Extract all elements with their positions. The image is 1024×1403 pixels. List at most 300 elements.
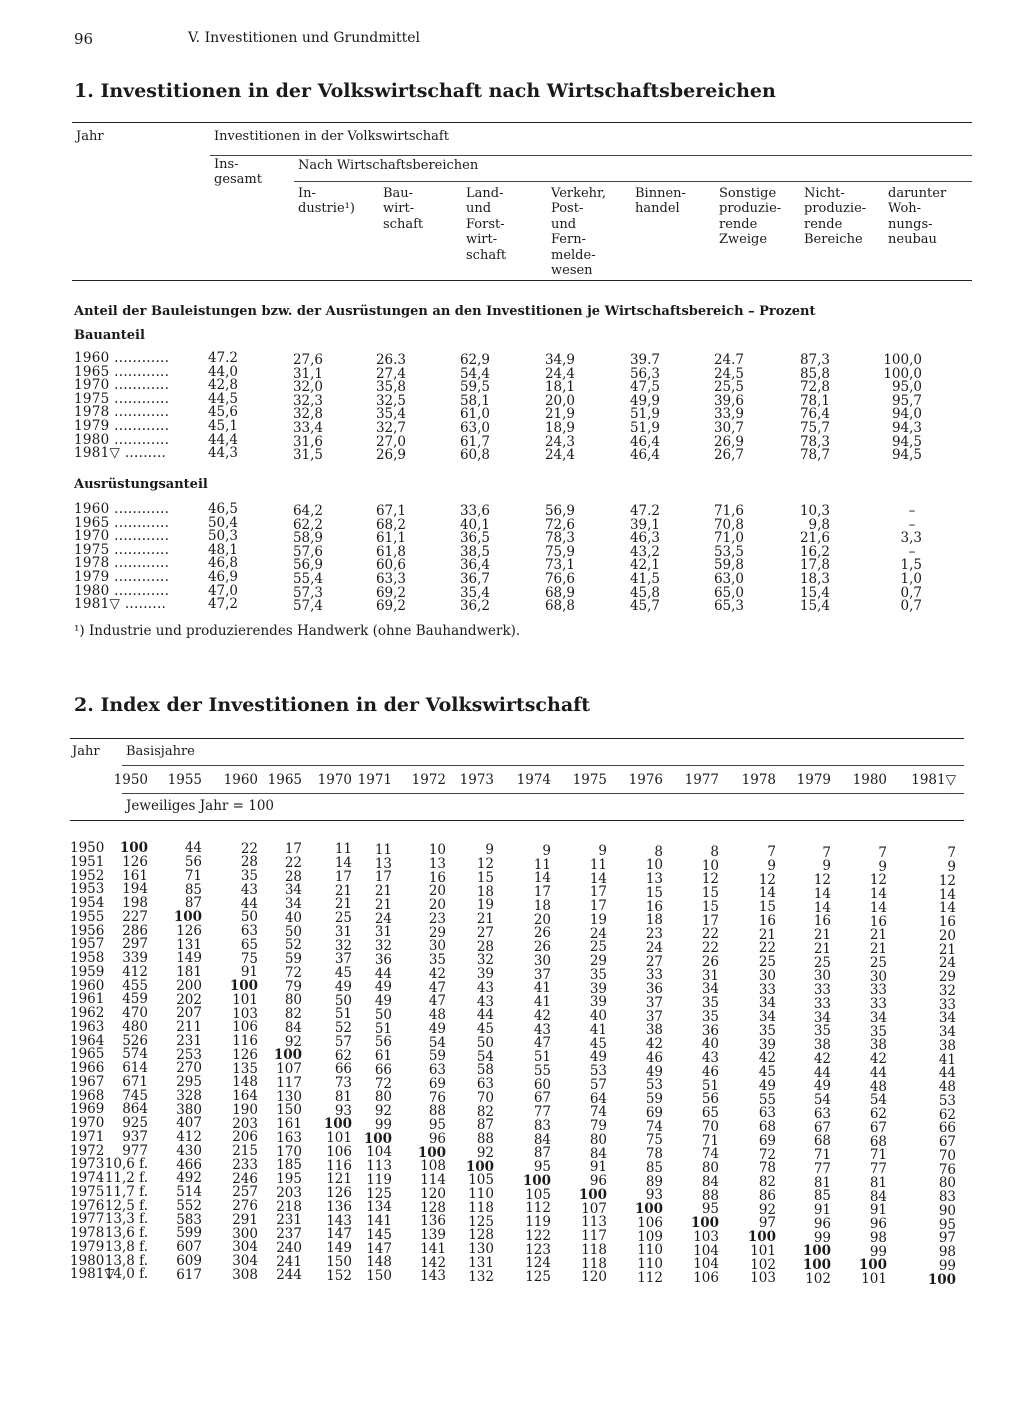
table2-cell: 246 — [232, 1170, 258, 1187]
table1-cell: 71,6 — [713, 503, 744, 519]
table2-cell: 34 — [284, 896, 302, 913]
table2-cell: 28 — [284, 868, 302, 885]
table1-cell: 78,3 — [544, 530, 575, 547]
table2-cell: 8 — [654, 843, 663, 860]
table1-col-head: Sonstige produzie- rende Zweige — [719, 186, 782, 248]
table1-cell: 35,4 — [459, 584, 490, 601]
table2-cell: 69 — [428, 1075, 446, 1092]
table2-cell: 34 — [284, 882, 302, 899]
table2-cell: 37 — [533, 966, 551, 983]
table1-subgroup-rule — [294, 181, 972, 182]
table2-cell: 61 — [374, 1048, 392, 1064]
table2-cell: 106 — [637, 1214, 663, 1231]
table2-base-year-header: 1960 — [223, 772, 258, 788]
table2-cell: 92 — [758, 1201, 776, 1218]
table2-cell: 25 — [813, 954, 831, 971]
table2-title: 2. Index der Investitionen in der Volkswirtschaft — [74, 694, 591, 716]
table2-row-year: 1961 — [70, 991, 105, 1008]
table2-row-year: 1976 — [70, 1197, 105, 1214]
table2-cell: 16 — [758, 912, 776, 929]
table2-row-year: 1974 — [70, 1170, 105, 1186]
table2-cell: 72 — [374, 1075, 392, 1092]
table2-cell: 76 — [938, 1161, 956, 1178]
table2-cell: 103 — [750, 1270, 776, 1287]
table2-cell: 39 — [476, 966, 494, 983]
table1-row-year: 1975 ............ — [74, 541, 170, 558]
table2-cell: 671 — [122, 1073, 148, 1090]
table2-cell: 161 — [122, 867, 148, 884]
table2-cell: 96 — [813, 1215, 831, 1232]
table2-cell: 20 — [533, 911, 551, 928]
table2-cell: 257 — [232, 1184, 258, 1201]
table2-cell: 136 — [420, 1213, 446, 1230]
table2-cell: 95 — [701, 1201, 719, 1218]
table2-cell: 150 — [276, 1102, 302, 1119]
table2-cell: 79 — [589, 1118, 607, 1135]
table1-cell: 58,1 — [459, 392, 490, 409]
table1-cell: 50,3 — [207, 528, 238, 545]
table2-cell: 99 — [813, 1229, 831, 1246]
table1-cell: 39.7 — [629, 352, 660, 368]
table2-cell: 20 — [938, 927, 956, 944]
table2-cell: 99 — [938, 1257, 956, 1274]
table2-cell: 18 — [533, 897, 551, 914]
table2-cell: 44 — [184, 840, 202, 857]
table2-cell: 231 — [176, 1032, 202, 1049]
table2-cell: 27 — [476, 924, 494, 941]
table2-cell: 120 — [581, 1269, 607, 1286]
table2-cell: 22 — [240, 840, 258, 857]
table1-cell: 61,7 — [459, 433, 490, 450]
table1-cell: 72,8 — [799, 379, 830, 396]
table1-cell: 26.3 — [375, 352, 406, 368]
table2-cell: 53 — [589, 1063, 607, 1080]
table2-cell: 125 — [366, 1185, 392, 1202]
table2-cell: 12 — [701, 871, 719, 888]
table1-cell: 27,4 — [375, 365, 406, 382]
table2-row-year: 1962 — [70, 1005, 105, 1021]
table2-cell: 49 — [758, 1077, 776, 1094]
table2-cell: 75 — [645, 1132, 663, 1149]
table2-base-year-header: 1978 — [741, 772, 776, 788]
table2-cell: 23 — [645, 926, 663, 942]
table1-cell: 85,8 — [799, 365, 830, 382]
table2-cell: 65 — [701, 1105, 719, 1122]
table2-cell: 56 — [184, 854, 202, 871]
table2-cell: 118 — [581, 1255, 607, 1272]
table2-cell: 492 — [176, 1170, 202, 1187]
table1-cell: 1,0 — [900, 571, 922, 587]
table2-row-year: 1965 — [70, 1046, 105, 1063]
table1-cell: 46,3 — [629, 530, 660, 547]
table1-cell: 53,5 — [713, 543, 744, 560]
table2-cell: 13 — [645, 871, 663, 887]
table2-cell: 121 — [326, 1171, 352, 1188]
table1-header-rule — [72, 280, 972, 281]
table2-cell: 82 — [758, 1174, 776, 1191]
table2-cell: 68 — [869, 1133, 887, 1150]
table2-cell: 59 — [428, 1048, 446, 1065]
table2-cell: 46 — [645, 1049, 663, 1066]
table1-cell: 58,9 — [292, 530, 323, 547]
table1-cell: 63,0 — [459, 420, 490, 436]
table2-cell: 100 — [119, 840, 148, 856]
table2-cell: 218 — [276, 1198, 302, 1215]
table2-cell: 38 — [813, 1037, 831, 1054]
table2-cell: 75 — [240, 950, 258, 967]
table2-row-year: 1977 — [70, 1211, 105, 1228]
table2-cell: 99 — [869, 1243, 887, 1260]
table2-cell: 16 — [428, 869, 446, 886]
table1-cell: 42,8 — [207, 377, 238, 394]
table2-cell: 98 — [938, 1244, 956, 1260]
table2-years-rule — [122, 793, 964, 794]
table1-cell: 30,7 — [713, 420, 744, 436]
table2-cell: 116 — [326, 1157, 352, 1174]
table2-cell: 11 — [533, 856, 551, 873]
table1-cell: – — [908, 516, 916, 533]
table2-cell: 44 — [813, 1064, 831, 1081]
table2-cell: 190 — [232, 1101, 258, 1118]
table2-cell: 148 — [366, 1254, 392, 1271]
table1-cell: 32,3 — [292, 392, 323, 409]
table2-cell: 150 — [326, 1253, 352, 1270]
table2-cell: 11 — [374, 841, 392, 858]
table2-cell: 937 — [122, 1128, 148, 1145]
table2-cell: 7 — [822, 844, 831, 861]
table1-cell: 31,6 — [292, 433, 323, 450]
table2-cell: 109 — [637, 1228, 663, 1245]
table2-cell: 253 — [176, 1046, 202, 1063]
table2-cell: 56 — [701, 1091, 719, 1108]
table2-cell: 57 — [334, 1033, 352, 1050]
table2-cell: 92 — [374, 1103, 392, 1119]
table1-cell: 39,1 — [629, 516, 660, 533]
table2-cell: 100 — [858, 1257, 887, 1274]
table2-cell: 14 — [813, 885, 831, 902]
table2-cell: 84 — [284, 1019, 302, 1036]
table2-cell: 21 — [374, 883, 392, 899]
table2-cell: 50 — [476, 1034, 494, 1051]
table2-cell: 412 — [122, 963, 148, 980]
table2-cell: 617 — [176, 1266, 202, 1283]
table2-row-year: 1955 — [70, 908, 105, 925]
table2-cell: 100 — [323, 1116, 352, 1133]
table2-cell: 63 — [813, 1105, 831, 1122]
table1-cell: 75,7 — [799, 420, 830, 436]
chapter-title: V. Investitionen und Grundmittel — [188, 30, 420, 46]
table2-cell: 30 — [869, 968, 887, 985]
table2-cell: 13,8 f. — [104, 1238, 148, 1255]
table2-cell: 50 — [374, 1006, 392, 1023]
table2-cell: 37 — [645, 994, 663, 1011]
table2-cell: 15 — [758, 899, 776, 916]
table2-cell: 21 — [374, 896, 392, 913]
table1-cell: 51,9 — [629, 420, 660, 436]
table1-cell: 24,3 — [544, 433, 575, 450]
table2-cell: 71 — [184, 867, 202, 884]
table2-cell: 122 — [525, 1227, 551, 1244]
table1-row-year: 1970 ............ — [74, 377, 170, 394]
table1-cell: 57,3 — [292, 584, 323, 601]
table1-cell: 94,3 — [891, 420, 922, 436]
table1-cell: 36,4 — [459, 557, 490, 574]
table1-cell: 56,9 — [292, 557, 323, 574]
table2-cell: 30 — [533, 952, 551, 969]
table2-cell: 95 — [938, 1216, 956, 1233]
table2-cell: 864 — [122, 1101, 148, 1118]
table1-cell: 18,3 — [799, 571, 830, 587]
table2-cell: 116 — [232, 1033, 258, 1050]
table2-cell: 77 — [533, 1104, 551, 1121]
table1-row-year: 1978 ............ — [74, 404, 170, 421]
table2-cell: 49 — [589, 1049, 607, 1066]
table1-col-group: Investitionen in der Volkswirtschaft — [214, 129, 449, 144]
table1-cell: 21,9 — [544, 406, 575, 423]
table2-row-year: 1978 — [70, 1225, 105, 1241]
table2-cell: 39 — [589, 994, 607, 1011]
table2-cell: 74 — [701, 1146, 719, 1163]
table2-cell: 126 — [232, 1046, 258, 1063]
table2-cell: 34 — [813, 1009, 831, 1026]
table2-cell: 106 — [232, 1019, 258, 1036]
table2-cell: 43 — [476, 979, 494, 996]
table1-cell: 56,9 — [544, 503, 575, 519]
table2-cell: 14 — [869, 899, 887, 916]
table1-cell: 32,5 — [375, 392, 406, 409]
table2-cell: 60 — [533, 1076, 551, 1093]
table2-cell: 16 — [869, 913, 887, 930]
table2-cell: 30 — [758, 967, 776, 984]
table1-group-rule — [210, 155, 972, 156]
table2-cell: 35 — [701, 995, 719, 1012]
table2-cell: 9 — [598, 843, 607, 860]
table2-cell: 20 — [428, 897, 446, 914]
table1-col-head: Bau- wirt- schaft — [383, 186, 424, 232]
table2-cell: 49 — [813, 1078, 831, 1095]
table1-cell: 69,2 — [375, 598, 406, 615]
table2-cell: 430 — [176, 1142, 202, 1159]
table2-row-year: 1957 — [70, 936, 105, 953]
table2-cell: 24 — [374, 910, 392, 927]
table2-cell: 977 — [122, 1142, 148, 1159]
table2-cell: 141 — [366, 1213, 392, 1229]
table2-cell: 85 — [184, 881, 202, 898]
table2-cell: 16 — [938, 914, 956, 930]
table1-cell: 72,6 — [544, 516, 575, 533]
table2-row-year: 1971 — [70, 1128, 105, 1145]
table1-cell: 57,6 — [292, 543, 323, 560]
table1-cell: 69,2 — [375, 584, 406, 601]
table2-cell: 41 — [533, 994, 551, 1011]
table1-cell: 40,1 — [459, 516, 490, 533]
table2-cell: 35 — [589, 966, 607, 983]
table2-cell: 71 — [701, 1132, 719, 1149]
table1-cell: 41,5 — [629, 571, 660, 587]
table2-cell: 291 — [232, 1211, 258, 1228]
table2-cell: 15 — [645, 884, 663, 901]
table2-cell: 81 — [869, 1174, 887, 1191]
table1-cell: 44,0 — [207, 363, 238, 380]
table2-cell: 100 — [363, 1130, 392, 1147]
table2-cell: 62 — [334, 1047, 352, 1064]
table2-cell: 295 — [176, 1074, 202, 1091]
table2-cell: 100 — [273, 1047, 302, 1064]
table2-cell: 101 — [861, 1271, 887, 1288]
table2-cell: 34 — [701, 981, 719, 998]
table1-cell: 31,5 — [292, 447, 323, 464]
table2-cell: 100 — [578, 1186, 607, 1203]
table2-cell: 53 — [645, 1077, 663, 1094]
table2-cell: 131 — [468, 1254, 494, 1271]
table2-cell: 206 — [232, 1129, 258, 1146]
table2-cell: 87 — [476, 1117, 494, 1134]
table2-cell: 203 — [232, 1115, 258, 1132]
table2-cell: 10,6 f. — [104, 1156, 148, 1173]
table2-cell: 101 — [750, 1242, 776, 1259]
table2-cell: 14 — [869, 886, 887, 903]
table2-row-year: 1950 — [70, 840, 105, 856]
table2-cell: 21 — [476, 911, 494, 928]
table2-cell: 14 — [758, 885, 776, 902]
table2-cell: 185 — [276, 1157, 302, 1174]
table1-cell: 33,6 — [459, 503, 490, 519]
table2-cell: 70 — [701, 1118, 719, 1135]
table1-cell: 18,9 — [544, 420, 575, 436]
table2-cell: 40 — [589, 1008, 607, 1025]
table2-cell: 135 — [232, 1060, 258, 1077]
table1-cell: 32,7 — [375, 420, 406, 436]
table2-cell: 52 — [334, 1020, 352, 1037]
table2-cell: 96 — [589, 1173, 607, 1190]
table2-cell: 17 — [589, 884, 607, 901]
table2-cell: 35 — [758, 1022, 776, 1039]
table2-cell: 49 — [334, 978, 352, 995]
table2-cell: 149 — [326, 1240, 352, 1257]
table2-cell: 181 — [176, 964, 202, 981]
table2-cell: 24 — [645, 939, 663, 956]
table1-col-head: Binnen- handel — [635, 186, 686, 217]
table2-cell: 79 — [284, 978, 302, 995]
table2-cell: 103 — [232, 1005, 258, 1022]
table2-cell: 14 — [589, 870, 607, 887]
table1-cell: – — [908, 503, 916, 519]
table1-cell: 36,7 — [459, 571, 490, 587]
table2-cell: 100 — [173, 909, 202, 926]
table2-cell: 108 — [420, 1158, 446, 1175]
table2-base-year-header: 1975 — [572, 772, 607, 788]
table2-cell: 78 — [758, 1160, 776, 1177]
table1-cell: 46,8 — [207, 555, 238, 572]
table2-cell: 117 — [276, 1074, 302, 1091]
table2-cell: 113 — [581, 1214, 607, 1231]
table2-cell: 62 — [869, 1106, 887, 1123]
table2-row-year: 1970 — [70, 1115, 105, 1131]
table2-col-basis: Basisjahre — [126, 744, 195, 759]
table2-cell: 925 — [122, 1115, 148, 1131]
table2-cell: 607 — [176, 1239, 202, 1256]
table1-cell: 78,1 — [799, 392, 830, 409]
table2-cell: 25 — [758, 954, 776, 971]
table1-cell: 34,9 — [544, 352, 575, 368]
table1-cell: 67,1 — [375, 503, 406, 519]
table2-cell: 92 — [476, 1144, 494, 1161]
table2-cell: 10 — [645, 857, 663, 874]
table2-cell: 37 — [334, 951, 352, 968]
table2-cell: 466 — [176, 1156, 202, 1173]
table2-cell: 143 — [326, 1212, 352, 1229]
table2-cell: 11 — [334, 841, 352, 858]
table2-cell: 244 — [276, 1267, 302, 1284]
table1-cell: 46,4 — [629, 447, 660, 464]
table2-cell: 49 — [428, 1020, 446, 1037]
table2-cell: 9 — [878, 858, 887, 875]
table2-row-year: 1972 — [70, 1142, 105, 1159]
table2-cell: 68 — [758, 1119, 776, 1136]
table1-cell: 10,3 — [799, 503, 830, 519]
table2-cell: 51 — [334, 1006, 352, 1023]
table1-cell: 47,0 — [207, 582, 238, 599]
table2-cell: 297 — [122, 936, 148, 953]
table2-base-year-header: 1955 — [167, 772, 202, 788]
table2-row-year: 1963 — [70, 1018, 105, 1035]
table2-row-year: 1966 — [70, 1060, 105, 1076]
table2-cell: 17 — [374, 869, 392, 886]
table2-cell: 100 — [802, 1243, 831, 1260]
table2-cell: 13,3 f. — [104, 1211, 148, 1228]
table2-cell: 270 — [176, 1060, 202, 1077]
table2-cell: 72 — [284, 964, 302, 981]
table1-cell: 0,7 — [900, 584, 922, 601]
table1-cell: 57,4 — [292, 598, 323, 615]
table1-cell: 55,4 — [292, 571, 323, 587]
table2-cell: 161 — [276, 1116, 302, 1133]
table1-cell: 1,5 — [900, 557, 922, 574]
table1-cell: 47.2 — [629, 503, 660, 519]
table2-row-year: 1959 — [70, 963, 105, 980]
table2-cell: 64 — [589, 1090, 607, 1107]
table2-cell: 31 — [374, 924, 392, 941]
table2-cell: 105 — [468, 1172, 494, 1189]
table1-cell: 3,3 — [900, 530, 922, 547]
section-ausruestungsanteil: Ausrüstungsanteil — [74, 477, 208, 492]
table2-cell: 32 — [476, 952, 494, 969]
table1-cell: 68,2 — [375, 516, 406, 533]
table2-cell: 149 — [176, 950, 202, 967]
table1-cell: 51,9 — [629, 406, 660, 423]
table2-row-year: 1960 — [70, 977, 105, 994]
table2-cell: 194 — [122, 881, 148, 898]
table2-cell: 38 — [938, 1037, 956, 1054]
table2-cell: 15 — [476, 869, 494, 886]
table1-cell: 56,3 — [629, 365, 660, 382]
table2-row-year: 1954 — [70, 895, 105, 911]
table2-cell: 59 — [645, 1091, 663, 1107]
table1-col-head: Land- und Forst- wirt- schaft — [466, 186, 507, 263]
table2-cell: 48 — [869, 1078, 887, 1095]
table2-cell: 35 — [428, 952, 446, 969]
table2-cell: 80 — [589, 1131, 607, 1148]
table1-cell: 95,7 — [891, 392, 922, 409]
table2-cell: 237 — [276, 1226, 302, 1243]
table2-cell: 76 — [428, 1089, 446, 1106]
table2-cell: 526 — [122, 1032, 148, 1049]
table2-cell: 118 — [468, 1199, 494, 1216]
table2-row-year: 1975 — [70, 1183, 105, 1200]
table1-cell: 26,9 — [713, 433, 744, 450]
table2-cell: 48 — [428, 1007, 446, 1024]
table2-cell: 55 — [758, 1091, 776, 1108]
